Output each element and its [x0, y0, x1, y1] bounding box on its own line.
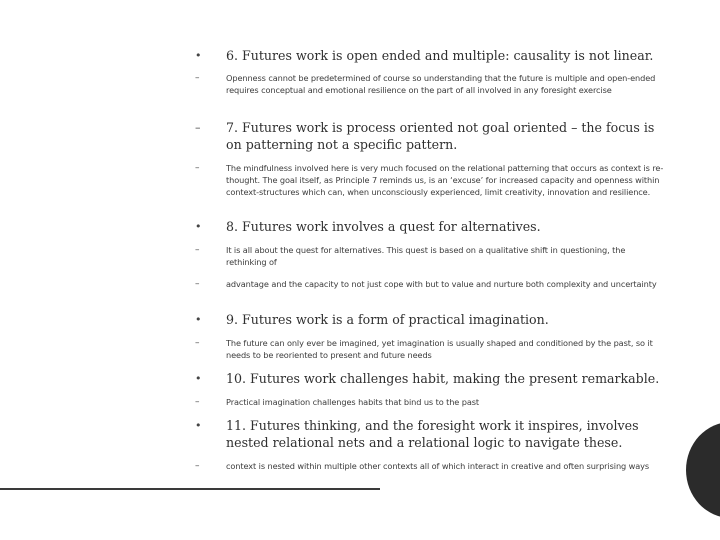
- heading-text: 7. Futures work is process oriented not goal oriented – the focus is on patterning not a specific pattern.: [226, 120, 655, 152]
- bullet-marker: •: [195, 372, 202, 385]
- dash-marker: –: [195, 279, 200, 289]
- dash-marker: –: [195, 73, 200, 83]
- body-text: It is all about the quest for alternatives. This quest is based on a qualitative shift in questioning, the rethinking of: [226, 245, 626, 267]
- body-text: advantage and the capacity to not just cope with but to value and nurture both complexity and uncertainty: [226, 279, 657, 289]
- heading-text: 8. Futures work involves a quest for alternatives.: [226, 219, 541, 234]
- body-text: Practical imagination challenges habits that bind us to the past: [226, 397, 480, 407]
- dash-marker: –: [195, 121, 201, 134]
- heading-text: 10. Futures work challenges habit, making the present remarkable.: [226, 371, 660, 386]
- bullet-marker: •: [195, 49, 202, 62]
- decorative-corner-circle: [686, 422, 720, 518]
- decorative-bottom-line: [0, 488, 380, 490]
- heading-text: 9. Futures work is a form of practical imagination.: [226, 312, 549, 327]
- body-text: context is nested within multiple other contexts all of which interact in creative and often surprising ways: [226, 461, 650, 471]
- body-text: The future can only ever be imagined, yet imagination is usually shaped and conditioned by the past, so it needs to be reoriented to present and future needs: [226, 338, 653, 360]
- dash-marker: –: [195, 397, 200, 407]
- bullet-marker: •: [195, 220, 202, 233]
- bullet-marker: •: [195, 419, 202, 432]
- dash-marker: –: [195, 338, 200, 348]
- bullet-marker: •: [195, 313, 202, 326]
- dash-marker: –: [195, 163, 200, 173]
- dash-marker: –: [195, 245, 200, 255]
- body-text: The mindfulness involved here is very much focused on the relational patterning that occurs as context is re-thought. The goal itself, as Principle 7 reminds us, is an ‘excuse’ for increased capacity and openness within context-structures which can, when unconsciously experienced, limit creativity, innovation and resilience.: [226, 163, 664, 197]
- heading-text: 6. Futures work is open ended and multiple: causality is not linear.: [226, 48, 654, 63]
- heading-text: 11. Futures thinking, and the foresight work it inspires, involves nested relational nets and a relational logic to navigate these.: [226, 418, 639, 450]
- dash-marker: –: [195, 461, 200, 471]
- body-text: Openness cannot be predetermined of course so understanding that the future is multiple and open-ended requires conceptual and emotional resilience on the part of all involved in any foresight exercise: [226, 73, 656, 95]
